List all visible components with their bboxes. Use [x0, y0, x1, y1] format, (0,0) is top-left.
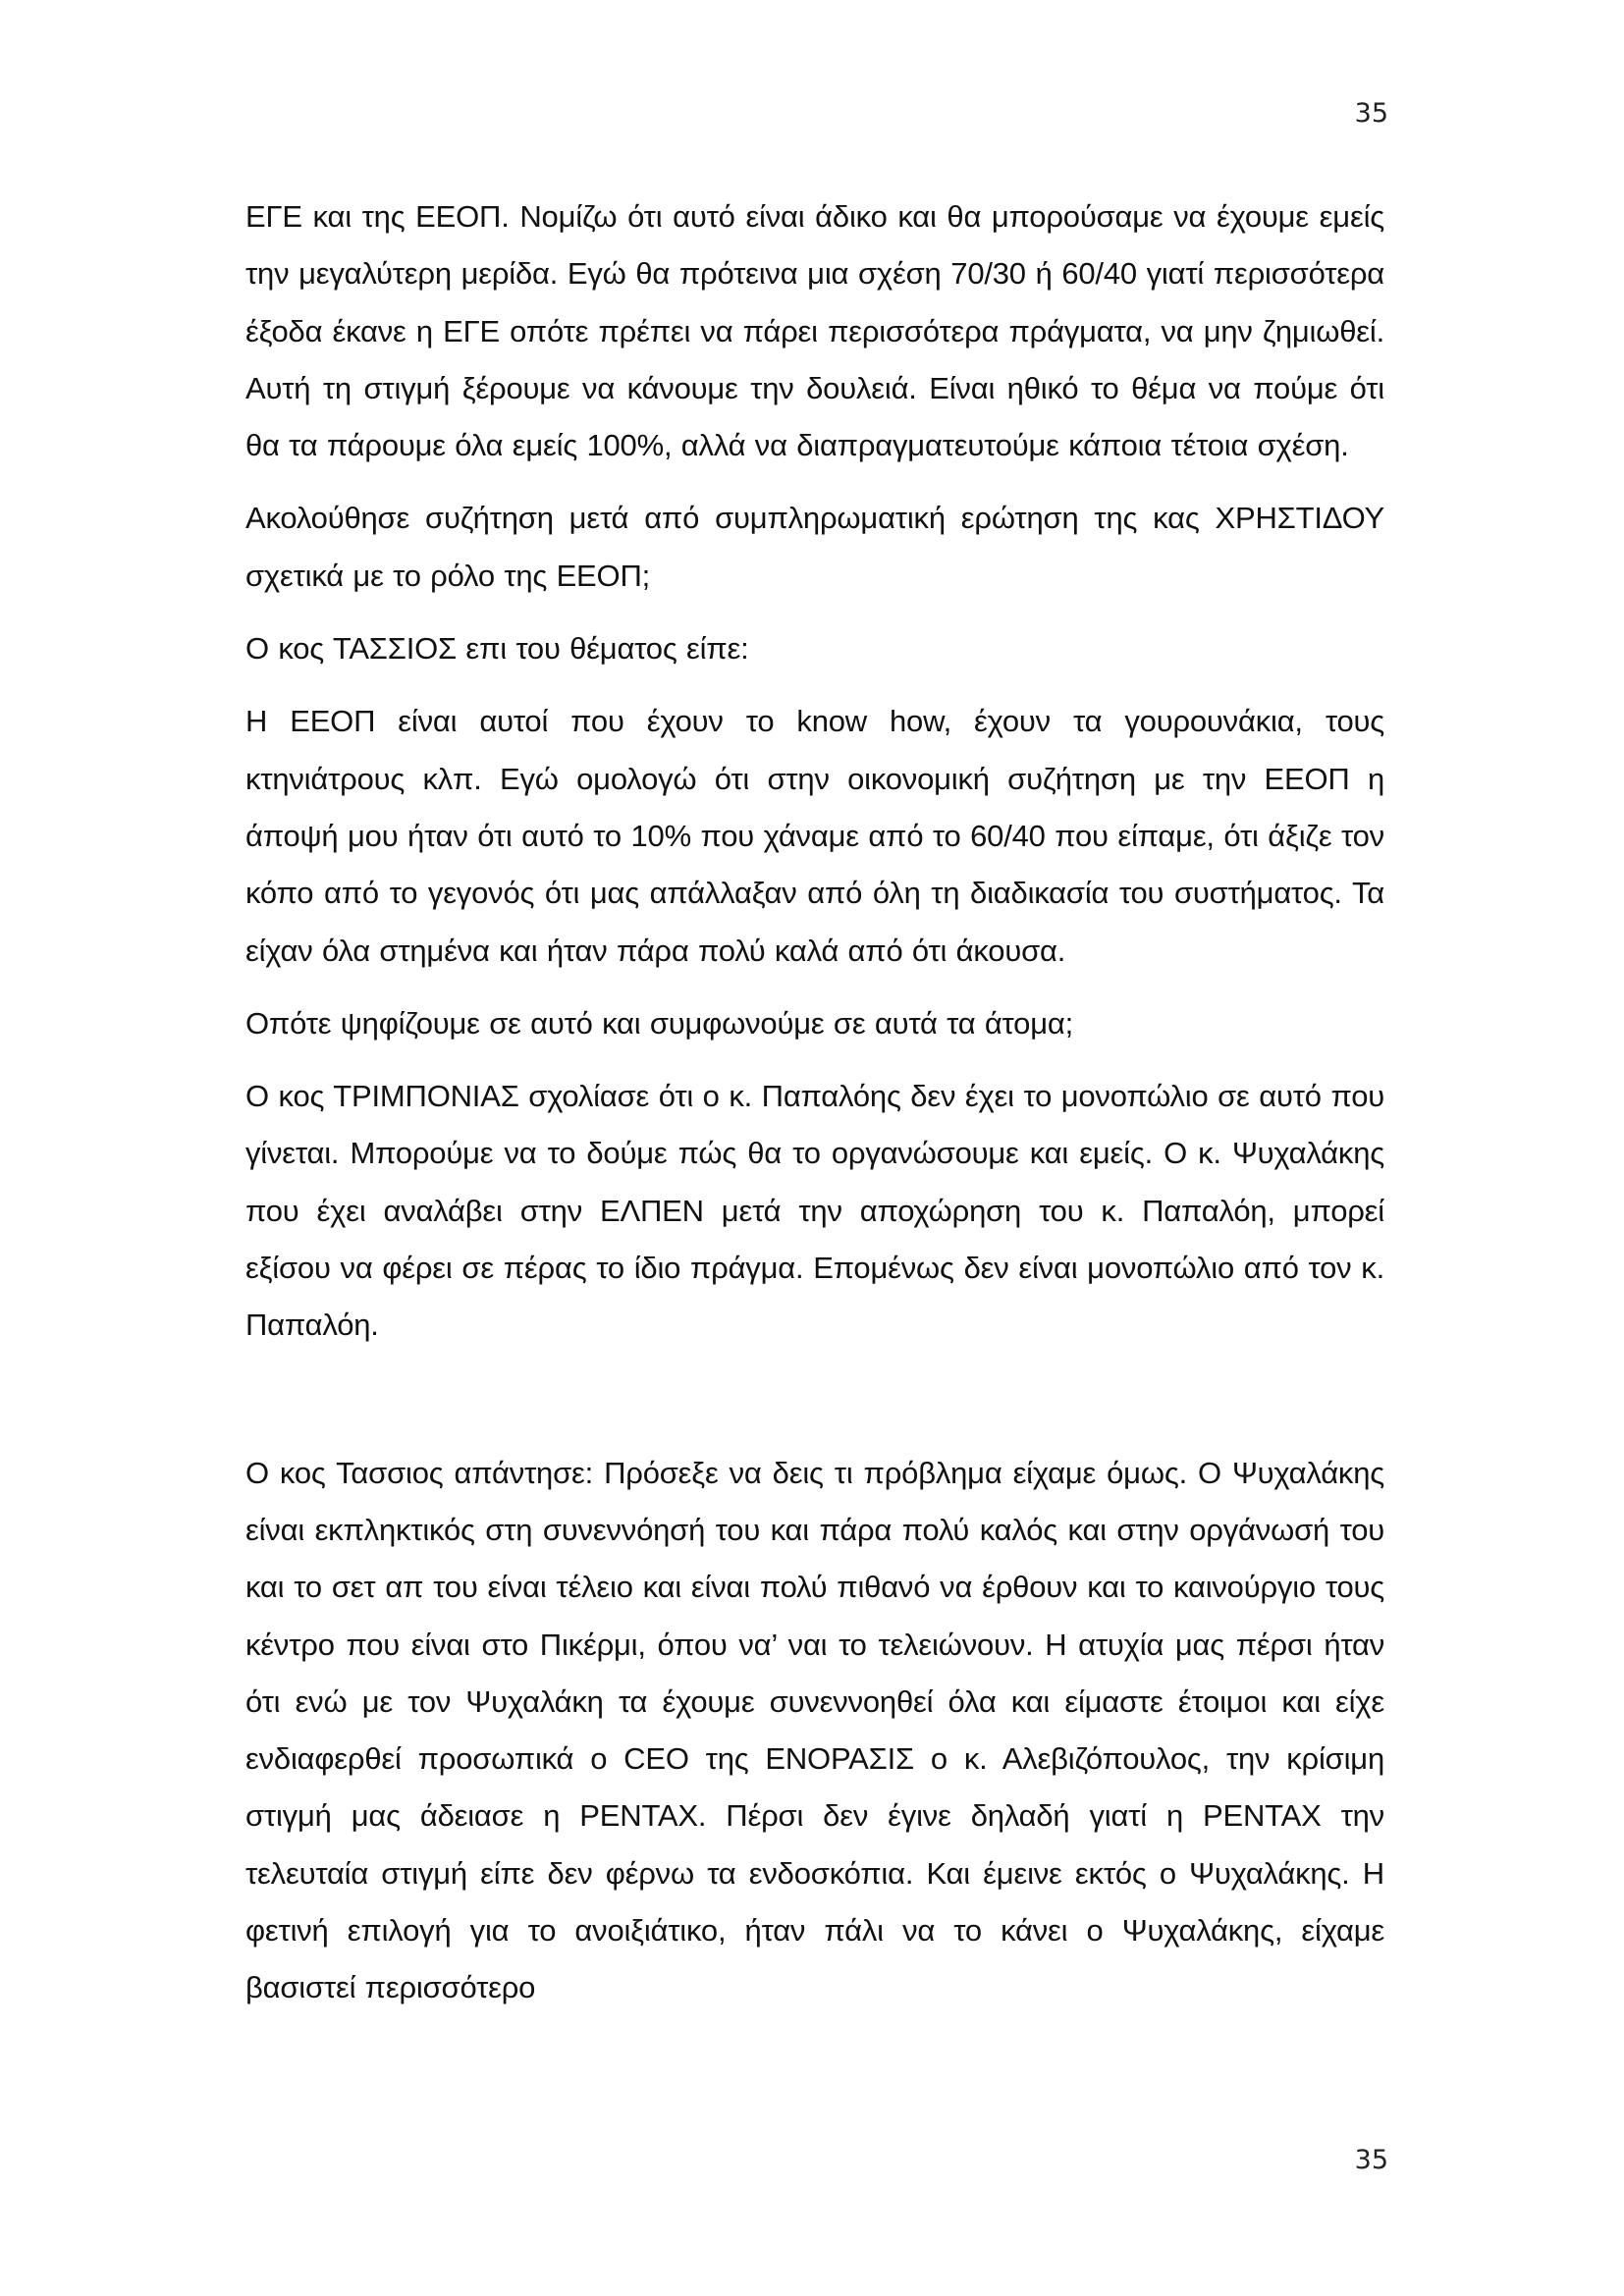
paragraph-discussion-followup: Ακολούθησε συζήτηση μετά από συμπληρωματική ερώτηση της κας ΧΡΗΣΤΙΔΟΥ σχετικά με το ρόλο της ΕΕΟΠ;: [245, 501, 1384, 593]
paragraph-eeop-knowhow: Η ΕΕΟΠ είναι αυτοί που έχουν το know how, έχουν τα γουρουνάκια, τους κτηνιάτρους κλπ. Εγώ ομολογώ ότι στην οικονομική συζήτηση με την ΕΕΟΠ η άποψή μου ήταν ότι αυτό το 10% που χάναμε από το 60/40 που είπαμε, ότι άξιζε τον κόπο από το γεγονός ότι μας απάλλαξαν από όλη τη διαδικασία του συστήματος. Τα είχαν όλα στημένα και ήταν πάρα πολύ καλά από ότι άκουσα.: [245, 704, 1384, 968]
page-number-footer: 35: [1354, 2145, 1388, 2175]
paragraph-ege-proposal: ΕΓΕ και της ΕΕΟΠ. Νομίζω ότι αυτό είναι άδικο και θα μπορούσαμε να έχουμε εμείς την μεγαλύτερη μερίδα. Εγώ θα πρότεινα μια σχέση 70/30 ή 60/40 γιατί περισσότερα έξοδα έκανε η ΕΓΕ οπότε πρέπει να πάρει περισσότερα πράγματα, να μην ζημιωθεί. Αυτή τη στιγμή ξέρουμε να κάνουμε την δουλειά. Είναι ηθικό το θέμα να πούμε ότι θα τα πάρουμε όλα εμείς 100%, αλλά να διαπραγματευτούμε κάποια τέτοια σχέση.: [245, 199, 1384, 463]
paragraph-trimponias-comment: Ο κος ΤΡΙΜΠΟΝΙΑΣ σχολίασε ότι ο κ. Παπαλόης δεν έχει το μονοπώλιο σε αυτό που γίνεται. Μπορούμε να το δούμε πώς θα το οργανώσουμε και εμείς. Ο κ. Ψυχαλάκης που έχει αναλάβει στην ΕΛΠΕΝ μετά την αποχώρηση του κ. Παπαλόη, μπορεί εξίσου να φέρει σε πέρας το ίδιο πράγμα. Επομένως δεν είναι μονοπώλιο από τον κ. Παπαλόη.: [245, 1079, 1384, 1343]
page-number-header: 35: [1354, 98, 1388, 129]
paragraph-tassios-intro: Ο κος ΤΑΣΣΙΟΣ επι του θέματος είπε:: [245, 631, 749, 667]
document-body: [245, 188, 1384, 2033]
paragraph-tassios-reply: Ο κος Τασσιος απάντησε: Πρόσεξε να δεις τι πρόβλημα είχαμε όμως. Ο Ψυχαλάκης είναι εκπληκτικός στη συνεννόησή του και πάρα πολύ καλός και στην οργάνωσή του και το σετ απ του είναι τέλειο και είναι πολύ πιθανό να έρθουν και το καινούργιο τους κέντρο που είναι στο Πικέρμι, όπου να’ ναι το τελειώνουν. Η ατυχία μας πέρσι ήταν ότι ενώ με τον Ψυχαλάκη τα έχουμε συνεννοηθεί όλα και είμαστε έτοιμοι και είχε ενδιαφερθεί προσωπικά ο CEO της ΕΝΟΡΑΣΙΣ ο κ. Αλεβιζόπουλος, την κρίσιμη στιγμή μας άδειασε η PENTAX. Πέρσι δεν έγινε δηλαδή γιατί η PENTAX την τελευταία στιγμή είπε δεν φέρνω τα ενδοσκόπια. Και έμεινε εκτός ο Ψυχαλάκης. Η φετινή επιλογή για το ανοιξιάτικο, ήταν πάλι να το κάνει ο Ψυχαλάκης, είχαμε βασιστεί περισσότερο: [245, 1455, 1384, 2005]
paragraph-vote-question: Οπότε ψηφίζουμε σε αυτό και συμφωνούμε σε αυτά τα άτομα;: [245, 1005, 1074, 1041]
